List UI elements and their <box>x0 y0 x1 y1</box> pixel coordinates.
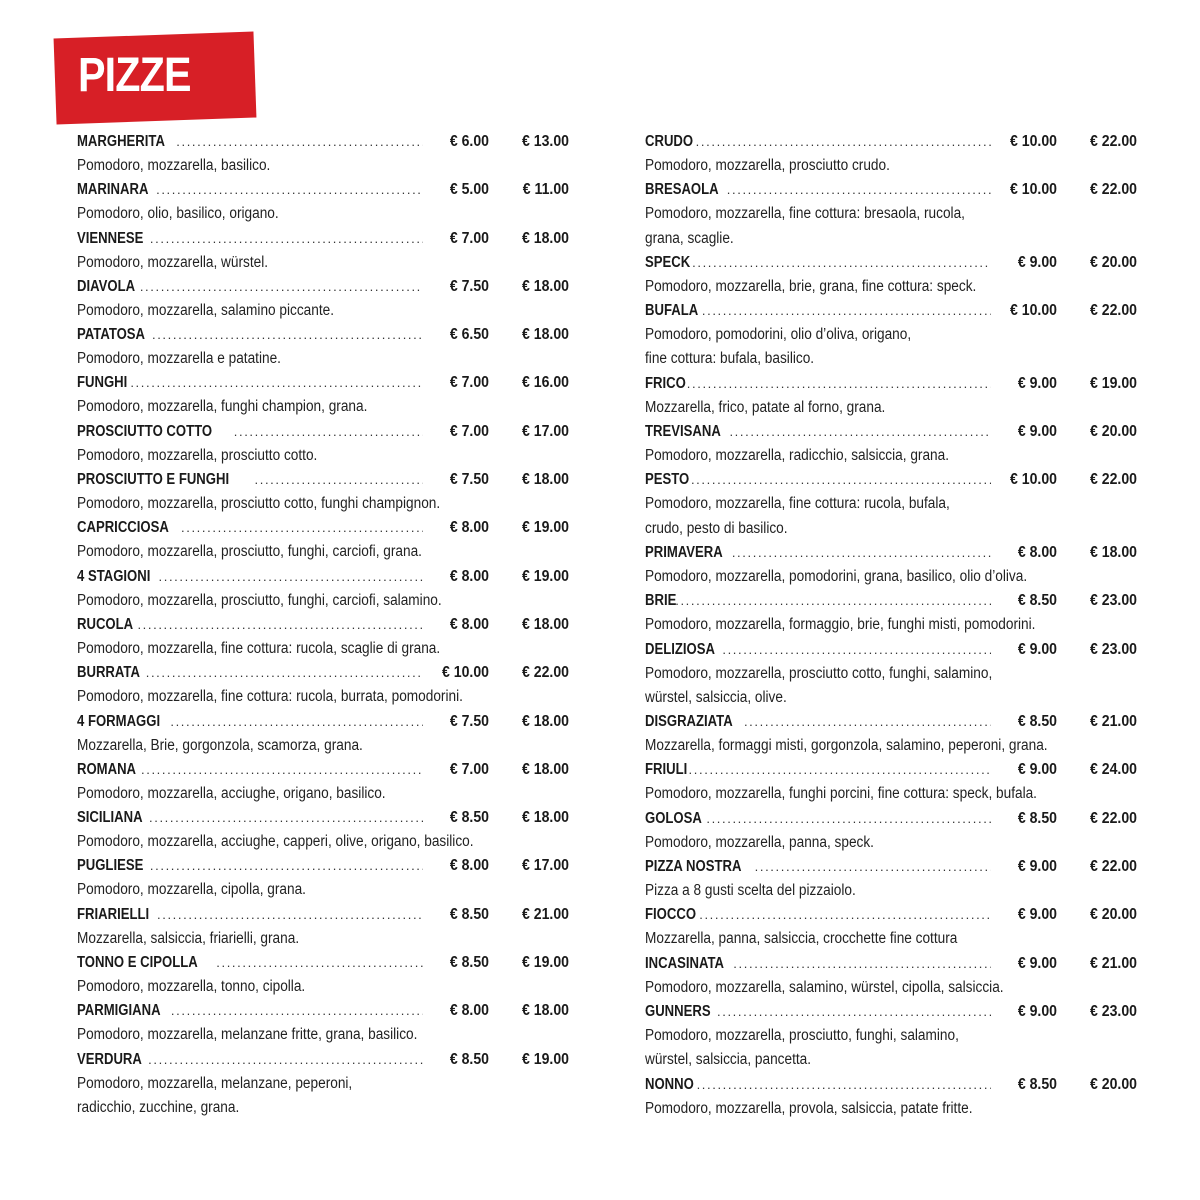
pizza-name: FRIULI <box>645 761 688 779</box>
price-small: € 9.00 <box>1017 253 1057 271</box>
price-large: € 23.00 <box>1090 1002 1137 1020</box>
dot-leader <box>159 565 424 589</box>
price-large: € 22.00 <box>1090 302 1137 320</box>
price-small: € 8.00 <box>449 615 489 633</box>
menu-item-row <box>77 227 569 251</box>
pizza-ingredients: Pomodoro, mozzarella, provola, salsiccia, patate fritte. <box>645 1099 973 1117</box>
menu-item <box>645 952 1137 1000</box>
menu-item-row <box>645 468 1137 492</box>
price-small: € 6.50 <box>449 326 489 344</box>
menu-item <box>645 420 1137 468</box>
price-large: € 22.00 <box>1090 471 1137 489</box>
pizza-ingredients: Pomodoro, mozzarella, melanzane fritte, grana, basilico. <box>77 1026 418 1044</box>
dot-leader <box>176 130 423 154</box>
menu-item-row <box>645 299 1137 323</box>
menu-item-row <box>77 178 569 202</box>
menu-item-row <box>645 758 1137 782</box>
pizza-ingredients: Pomodoro, mozzarella, melanzane, peperoni, <box>77 1074 353 1092</box>
price-large: € 22.00 <box>1090 809 1137 827</box>
price-large: € 16.00 <box>522 374 569 392</box>
menu-item <box>77 275 569 323</box>
menu-item-row <box>77 903 569 927</box>
price-small: € 8.50 <box>1017 809 1057 827</box>
pizza-name: TREVISANA <box>645 423 721 441</box>
dot-leader <box>696 130 991 154</box>
pizza-name: MARGHERITA <box>77 133 165 150</box>
pizza-ingredients: Pomodoro, mozzarella, prosciutto crudo. <box>645 157 890 174</box>
price-small: € 10.00 <box>1010 302 1057 320</box>
menu-item <box>77 710 569 758</box>
menu-item <box>77 227 569 275</box>
menu-item <box>77 661 569 709</box>
pizza-ingredients: Pomodoro, mozzarella, funghi champion, grana. <box>77 398 368 416</box>
pizza-name: GOLOSA <box>645 809 702 827</box>
pizza-name: PROSCIUTTO E FUNGHI <box>77 471 230 489</box>
price-small: € 8.50 <box>449 809 489 827</box>
pizza-ingredients: Pomodoro, mozzarella, acciughe, capperi, olive, origano, basilico. <box>77 833 474 851</box>
pizza-name: INCASINATA <box>645 954 724 972</box>
menu-item <box>645 638 1137 711</box>
price-large: € 13.00 <box>522 133 569 150</box>
menu-item-row <box>645 855 1137 879</box>
dot-leader <box>150 227 423 251</box>
pizza-ingredients: Pomodoro, mozzarella, prosciutto cotto, funghi champignon. <box>77 495 441 513</box>
menu-item <box>77 1048 569 1121</box>
pizza-name: 4 STAGIONI <box>77 567 151 585</box>
dot-leader <box>150 854 423 878</box>
price-large: € 18.00 <box>522 326 569 344</box>
pizza-ingredients: Pomodoro, mozzarella, formaggio, brie, funghi misti, pomodorini. <box>645 616 1036 634</box>
pizza-name: PROSCIUTTO COTTO <box>77 422 213 440</box>
price-small: € 7.00 <box>449 374 489 392</box>
price-small: € 10.00 <box>442 664 489 682</box>
pizza-name: VIENNESE <box>77 229 144 247</box>
price-small: € 9.00 <box>1017 954 1057 972</box>
pizza-name: VERDURA <box>77 1050 142 1068</box>
pizza-ingredients: grana, scaglie. <box>645 229 734 247</box>
pizza-ingredients: Pomodoro, mozzarella, fine cottura: bresaola, rucola, <box>645 205 965 223</box>
menu-item-row <box>77 565 569 589</box>
dot-leader <box>141 758 423 782</box>
dot-leader <box>697 1073 991 1097</box>
pizza-name: BUFALA <box>645 302 699 320</box>
pizza-name: MARINARA <box>77 181 149 199</box>
pizza-name: PUGLIESE <box>77 857 144 875</box>
price-large: € 20.00 <box>1090 906 1137 924</box>
price-large: € 22.00 <box>522 664 569 682</box>
dot-leader <box>689 758 991 782</box>
price-large: € 24.00 <box>1090 761 1137 779</box>
menu-item <box>77 613 569 661</box>
menu-item <box>645 468 1137 541</box>
price-small: € 9.00 <box>1017 906 1057 924</box>
pizza-ingredients: Mozzarella, formaggi misti, gorgonzola, salamino, peperoni, grana. <box>645 737 1048 755</box>
menu-item <box>77 806 569 854</box>
dot-leader <box>744 710 991 734</box>
menu-item-row <box>77 323 569 347</box>
menu-item <box>77 854 569 902</box>
pizza-ingredients: Pomodoro, mozzarella, salamino piccante. <box>77 301 335 319</box>
menu-item-row <box>77 1048 569 1072</box>
pizza-ingredients: würstel, salsiccia, olive. <box>645 688 787 706</box>
pizza-ingredients: Pomodoro, mozzarella, prosciutto, funghi, salamino, <box>645 1026 959 1044</box>
price-large: € 17.00 <box>522 422 569 440</box>
menu-item <box>77 999 569 1047</box>
menu-item-row <box>77 806 569 830</box>
pizza-ingredients: Pizza a 8 gusti scelta del pizzaiolo. <box>645 882 856 900</box>
price-large: € 18.00 <box>1090 543 1137 561</box>
menu-item-row <box>645 589 1137 613</box>
price-large: € 18.00 <box>522 229 569 247</box>
pizza-ingredients: Pomodoro, mozzarella, brie, grana, fine cottura: speck. <box>645 277 977 295</box>
dot-leader <box>727 178 991 202</box>
dot-leader <box>181 516 423 540</box>
dot-leader <box>152 323 423 347</box>
dot-leader <box>157 903 423 927</box>
menu-column-right <box>645 130 1137 1121</box>
price-small: € 10.00 <box>1010 181 1057 199</box>
menu-item <box>645 1000 1137 1073</box>
pizza-name: BRIE <box>645 592 677 610</box>
menu-item-row <box>645 710 1137 734</box>
menu-item <box>77 178 569 226</box>
pizza-ingredients: Pomodoro, olio, basilico, origano. <box>77 205 279 223</box>
dot-leader <box>216 951 423 975</box>
menu-item-row <box>645 1000 1137 1024</box>
dot-leader <box>755 855 991 879</box>
price-large: € 18.00 <box>522 471 569 489</box>
menu-item <box>77 951 569 999</box>
pizza-name: FUNGHI <box>77 374 128 392</box>
price-large: € 18.00 <box>522 1002 569 1020</box>
pizza-name: PATATOSA <box>77 326 146 344</box>
dot-leader <box>137 613 423 637</box>
dot-leader <box>733 952 991 976</box>
menu-item <box>77 323 569 371</box>
pizza-ingredients: fine cottura: bufala, basilico. <box>645 350 815 368</box>
menu-item-row <box>77 468 569 492</box>
menu-item-row <box>77 516 569 540</box>
dot-leader <box>170 710 423 734</box>
menu-item-row <box>77 420 569 444</box>
dot-leader <box>729 420 991 444</box>
pizza-ingredients: Pomodoro, mozzarella, cipolla, grana. <box>77 881 306 899</box>
price-large: € 18.00 <box>522 712 569 730</box>
menu-item <box>77 130 569 178</box>
pizza-name: GUNNERS <box>645 1002 711 1020</box>
price-small: € 8.50 <box>449 905 489 923</box>
menu-item-row <box>77 999 569 1023</box>
price-large: € 18.00 <box>522 809 569 827</box>
price-small: € 8.50 <box>449 1050 489 1068</box>
price-large: € 19.00 <box>522 1050 569 1068</box>
dot-leader <box>156 178 423 202</box>
menu-item <box>645 372 1137 420</box>
price-small: € 10.00 <box>1010 471 1057 489</box>
dot-leader <box>687 372 991 396</box>
menu-title: PIZZE <box>78 49 191 102</box>
pizza-ingredients: Pomodoro, mozzarella, würstel. <box>77 253 269 271</box>
pizza-name: FIOCCO <box>645 906 697 924</box>
price-small: € 8.50 <box>449 954 489 972</box>
pizza-name: FRIARIELLI <box>77 905 150 923</box>
price-small: € 7.00 <box>449 422 489 440</box>
price-small: € 9.00 <box>1017 640 1057 658</box>
price-small: € 8.00 <box>1017 543 1057 561</box>
price-small: € 5.00 <box>449 181 489 199</box>
price-small: € 8.00 <box>449 567 489 585</box>
price-large: € 19.00 <box>522 567 569 585</box>
pizza-name: DISGRAZIATA <box>645 713 733 731</box>
price-large: € 23.00 <box>1090 640 1137 658</box>
pizza-ingredients: Pomodoro, mozzarella, funghi porcini, fine cottura: speck, bufala. <box>645 785 1037 803</box>
price-large: € 21.00 <box>1090 954 1137 972</box>
menu-item-row <box>77 130 569 154</box>
pizza-ingredients: Pomodoro, mozzarella, radicchio, salsiccia, grana. <box>645 447 950 465</box>
menu-item-row <box>645 638 1137 662</box>
pizza-name: RUCOLA <box>77 615 134 633</box>
menu-item-row <box>77 854 569 878</box>
price-large: € 19.00 <box>522 519 569 537</box>
pizza-ingredients: Pomodoro, mozzarella, prosciutto cotto, funghi, salamino, <box>645 664 993 682</box>
menu-item <box>645 855 1137 903</box>
menu-item <box>645 589 1137 637</box>
menu-item-row <box>77 613 569 637</box>
pizza-name: SPECK <box>645 253 691 271</box>
price-large: € 18.00 <box>522 277 569 295</box>
dot-leader <box>146 661 423 685</box>
pizza-ingredients: Pomodoro, pomodorini, olio d’oliva, origano, <box>645 326 912 344</box>
dot-leader <box>234 420 423 444</box>
pizza-name: BRESAOLA <box>645 181 719 199</box>
pizza-ingredients: Pomodoro, mozzarella, basilico. <box>77 157 271 174</box>
price-small: € 8.50 <box>1017 713 1057 731</box>
pizza-ingredients: radicchio, zucchine, grana. <box>77 1098 240 1116</box>
price-large: € 19.00 <box>522 954 569 972</box>
dot-leader <box>140 275 423 299</box>
pizza-ingredients: Pomodoro, mozzarella, pomodorini, grana, basilico, olio d’oliva. <box>645 567 1028 585</box>
dot-leader <box>706 807 991 831</box>
pizza-name: BURRATA <box>77 664 140 682</box>
menu-item-row <box>645 251 1137 275</box>
menu-item <box>645 130 1137 178</box>
pizza-ingredients: Pomodoro, mozzarella, panna, speck. <box>645 833 874 851</box>
menu-item <box>77 516 569 564</box>
pizza-ingredients: Pomodoro, mozzarella, fine cottura: rucola, burrata, pomodorini. <box>77 688 463 706</box>
price-large: € 18.00 <box>522 760 569 778</box>
price-small: € 8.50 <box>1017 592 1057 610</box>
menu-item <box>645 903 1137 951</box>
pizza-ingredients: Mozzarella, Brie, gorgonzola, scamorza, grana. <box>77 736 363 754</box>
menu-item-row <box>645 372 1137 396</box>
dot-leader <box>699 903 991 927</box>
menu-item <box>77 420 569 468</box>
pizza-name: DELIZIOSA <box>645 640 715 658</box>
pizza-name: PRIMAVERA <box>645 543 723 561</box>
menu-item <box>645 251 1137 299</box>
dot-leader <box>149 806 423 830</box>
dot-leader <box>732 541 991 565</box>
dot-leader <box>675 589 991 613</box>
pizza-ingredients: Pomodoro, mozzarella, prosciutto, funghi, carciofi, grana. <box>77 543 422 561</box>
price-small: € 6.00 <box>449 133 489 150</box>
pizza-ingredients: Pomodoro, mozzarella e patatine. <box>77 350 281 368</box>
pizza-name: PESTO <box>645 471 690 489</box>
price-small: € 9.00 <box>1017 374 1057 392</box>
menu-item <box>77 468 569 516</box>
menu-item-row <box>645 420 1137 444</box>
menu-item-row <box>77 275 569 299</box>
pizza-name: NONNO <box>645 1075 694 1093</box>
pizza-name: PARMIGIANA <box>77 1002 161 1020</box>
menu-item <box>77 565 569 613</box>
price-small: € 9.00 <box>1017 858 1057 876</box>
price-small: € 9.00 <box>1017 423 1057 441</box>
pizza-name: ROMANA <box>77 760 137 778</box>
price-large: € 17.00 <box>522 857 569 875</box>
pizza-ingredients: würstel, salsiccia, pancetta. <box>645 1051 812 1069</box>
menu-item <box>645 541 1137 589</box>
pizza-ingredients: Mozzarella, frico, patate al forno, grana. <box>645 398 886 416</box>
price-large: € 22.00 <box>1090 133 1137 150</box>
dot-leader <box>130 371 423 395</box>
menu-item <box>645 758 1137 806</box>
menu-column-left <box>77 130 569 1120</box>
dot-leader <box>148 1048 423 1072</box>
pizza-name: CAPRICCIOSA <box>77 519 169 537</box>
price-small: € 8.00 <box>449 1002 489 1020</box>
pizza-ingredients: Pomodoro, mozzarella, tonno, cipolla. <box>77 978 306 996</box>
price-small: € 7.50 <box>449 712 489 730</box>
pizza-name: SICILIANA <box>77 809 143 827</box>
price-large: € 19.00 <box>1090 374 1137 392</box>
pizza-ingredients: Pomodoro, mozzarella, acciughe, origano, basilico. <box>77 784 386 802</box>
price-small: € 8.00 <box>449 857 489 875</box>
price-small: € 7.00 <box>449 760 489 778</box>
pizza-ingredients: Pomodoro, mozzarella, prosciutto cotto. <box>77 446 318 464</box>
pizza-ingredients: Pomodoro, mozzarella, fine cottura: rucola, scaglie di grana. <box>77 639 441 657</box>
menu-item <box>77 371 569 419</box>
price-large: € 20.00 <box>1090 1075 1137 1093</box>
price-large: € 20.00 <box>1090 253 1137 271</box>
menu-item-row <box>645 130 1137 154</box>
dot-leader <box>702 299 991 323</box>
price-small: € 10.00 <box>1010 133 1057 150</box>
price-large: € 22.00 <box>1090 858 1137 876</box>
dot-leader <box>171 999 423 1023</box>
menu-item-row <box>77 951 569 975</box>
menu-item <box>77 758 569 806</box>
menu-item-row <box>77 661 569 685</box>
menu-item-row <box>645 178 1137 202</box>
menu-item-row <box>645 541 1137 565</box>
pizza-name: 4 FORMAGGI <box>77 712 161 730</box>
menu-item <box>645 807 1137 855</box>
pizza-name: PIZZA NOSTRA <box>645 858 742 876</box>
menu-item-row <box>645 1073 1137 1097</box>
menu-item-row <box>645 807 1137 831</box>
price-small: € 7.50 <box>449 471 489 489</box>
dot-leader <box>255 468 424 492</box>
pizza-name: DIAVOLA <box>77 277 136 295</box>
price-small: € 8.50 <box>1017 1075 1057 1093</box>
price-large: € 20.00 <box>1090 423 1137 441</box>
menu-item <box>645 710 1137 758</box>
price-large: € 18.00 <box>522 615 569 633</box>
pizza-name: TONNO E CIPOLLA <box>77 954 198 972</box>
price-large: € 11.00 <box>522 181 569 199</box>
pizza-ingredients: Pomodoro, mozzarella, salamino, würstel, cipolla, salsiccia. <box>645 978 1004 996</box>
price-small: € 8.00 <box>449 519 489 537</box>
price-large: € 21.00 <box>522 905 569 923</box>
price-small: € 7.00 <box>449 229 489 247</box>
price-large: € 21.00 <box>1090 713 1137 731</box>
menu-item <box>645 299 1137 372</box>
menu-item-row <box>77 710 569 734</box>
price-small: € 7.50 <box>449 277 489 295</box>
menu-item <box>645 178 1137 251</box>
menu-item-row <box>645 952 1137 976</box>
dot-leader <box>691 468 991 492</box>
menu-item-row <box>645 903 1137 927</box>
price-small: € 9.00 <box>1017 761 1057 779</box>
pizza-ingredients: Pomodoro, mozzarella, prosciutto, funghi, carciofi, salamino. <box>77 591 442 609</box>
menu-item-row <box>77 758 569 782</box>
pizza-ingredients: Pomodoro, mozzarella, fine cottura: rucola, bufala, <box>645 495 950 513</box>
dot-leader <box>717 1000 991 1024</box>
pizza-name: FRICO <box>645 374 686 392</box>
menu-item <box>77 903 569 951</box>
menu-item-row <box>77 371 569 395</box>
dot-leader <box>722 638 991 662</box>
pizza-ingredients: Mozzarella, salsiccia, friarielli, grana. <box>77 929 300 947</box>
price-large: € 22.00 <box>1090 181 1137 199</box>
pizza-ingredients: Mozzarella, panna, salsiccia, crocchette fine cottura <box>645 930 958 948</box>
price-small: € 9.00 <box>1017 1002 1057 1020</box>
dot-leader <box>692 251 991 275</box>
price-large: € 23.00 <box>1090 592 1137 610</box>
pizza-name: CRUDO <box>645 133 694 150</box>
pizza-ingredients: crudo, pesto di basilico. <box>645 519 788 537</box>
menu-item <box>645 1073 1137 1121</box>
